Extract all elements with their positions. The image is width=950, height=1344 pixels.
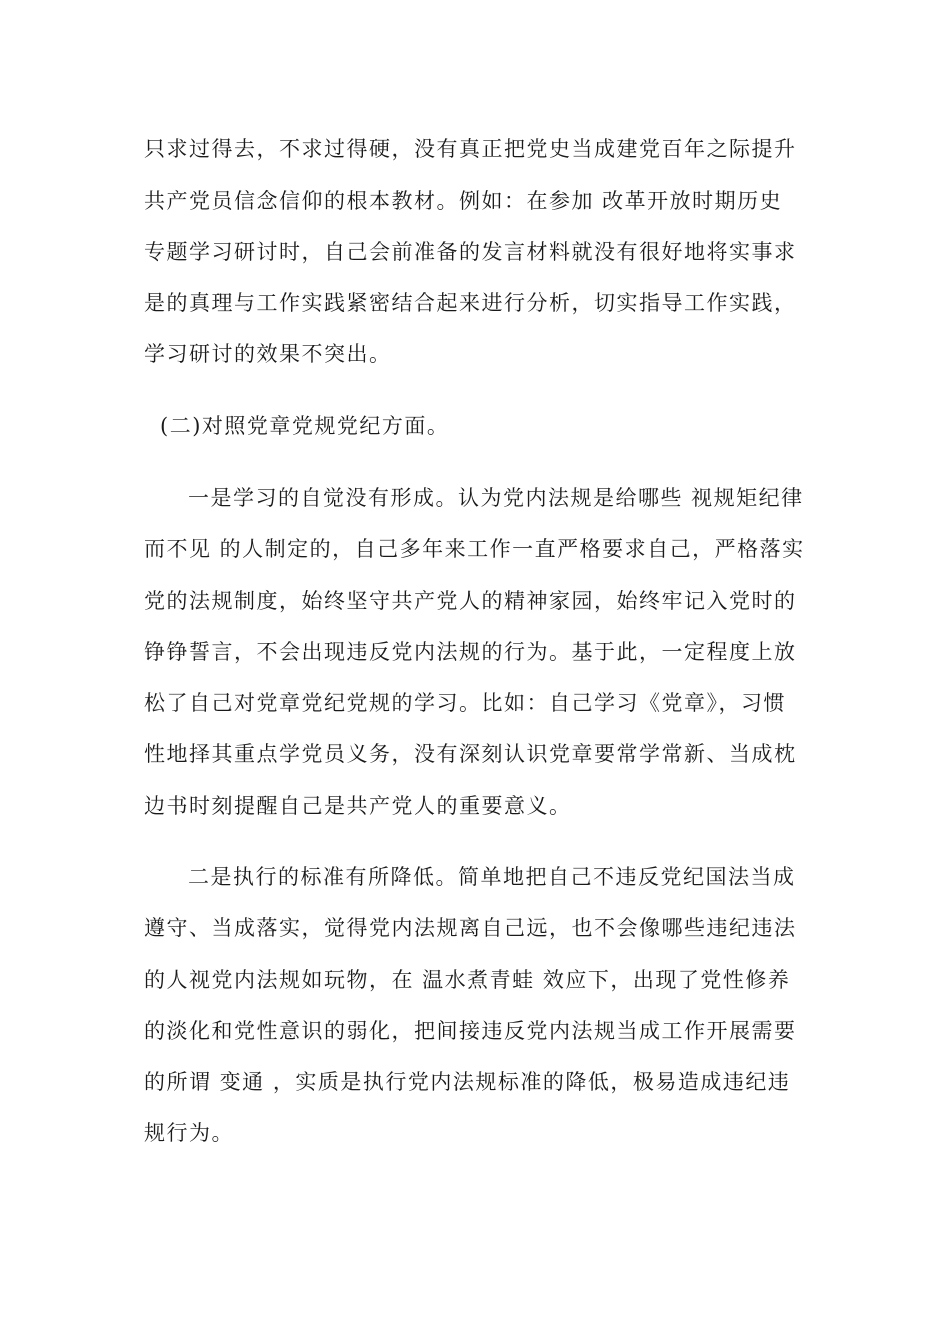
text-line: 的淡化和党性意识的弱化，把间接违反党内法规当成工作开展需要 xyxy=(144,1019,797,1043)
paragraph-first-line: 二是执行的标准有所降低。简单地把自己不违反党纪国法当成 xyxy=(188,865,796,889)
section-heading: (二)对照党章党规党纪方面。 xyxy=(160,414,450,438)
text-line: 而不见 的人制定的，自己多年来工作一直严格要求自己，严格落实 xyxy=(144,537,805,561)
text-line: 学习研讨的效果不突出。 xyxy=(144,342,392,366)
text-line: 共产党员信念信仰的根本教材。例如：在参加 改革开放时期历史 xyxy=(144,189,783,213)
text-line: 党的法规制度，始终坚守共产党人的精神家园，始终牢记入党时的 xyxy=(144,589,797,613)
text-line: 的人视党内法规如玩物，在 温水煮青蛙 效应下，出现了党性修养 xyxy=(144,968,791,992)
text-line: 是的真理与工作实践紧密结合起来进行分析，切实指导工作实践， xyxy=(144,291,797,315)
text-line: 只求过得去，不求过得硬，没有真正把党史当成建党百年之际提升 xyxy=(144,137,797,161)
text-line: 边书时刻提醒自己是共产党人的重要意义。 xyxy=(144,794,572,818)
text-line: 遵守、当成落实，觉得党内法规离自己远，也不会像哪些违纪违法 xyxy=(144,916,797,940)
text-line: 铮铮誓言，不会出现违反党内法规的行为。基于此，一定程度上放 xyxy=(144,640,797,664)
text-line: 规行为。 xyxy=(144,1121,234,1145)
text-line: 的所谓 变通 ，实质是执行党内法规标准的降低，极易造成违纪违 xyxy=(144,1070,791,1094)
text-line: 松了自己对党章党纪党规的学习。比如：自己学习《党章》，习惯 xyxy=(144,691,786,715)
text-line: 专题学习研讨时，自己会前准备的发言材料就没有很好地将实事求 xyxy=(144,240,797,264)
paragraph-first-line: 一是学习的自觉没有形成。认为党内法规是给哪些 视规矩纪律 xyxy=(188,486,804,510)
text-line: 性地择其重点学党员义务，没有深刻认识党章要常学常新、当成枕 xyxy=(144,742,797,766)
